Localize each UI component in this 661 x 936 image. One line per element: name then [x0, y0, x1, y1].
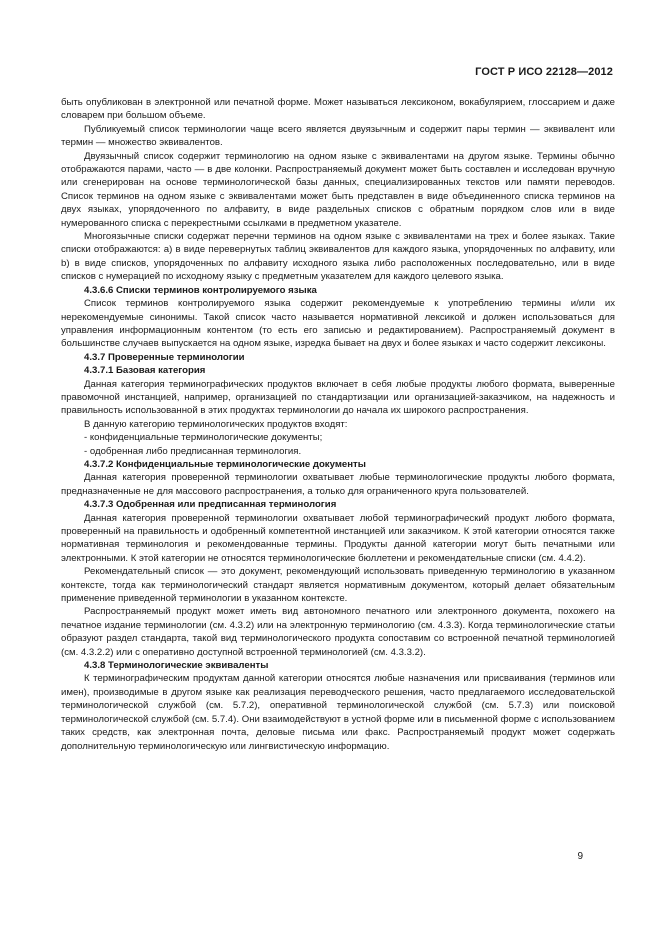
standard-header: ГОСТ Р ИСО 22128—2012 — [475, 66, 613, 78]
paragraph: Данная категория проверенной терминологии охватывает любой терминографический продукт любого формата, проверенный на правильность и одобренный компетентной инстанцией или заказчиком. К этой категории относятся также нормативная терминология и рекомендованные термины. Продукты данной категории могут быть печатными или электронными. К этой категории не относятся терминологические бюллетени и рекомендательные списки (см. 4.4.2). — [61, 512, 615, 564]
list-item: - конфиденциальные терминологические документы; — [84, 432, 323, 444]
page-number: 9 — [577, 851, 583, 862]
paragraph: Данная категория проверенной терминологии охватывает любые терминологические продукты любого формата, предназначенные не для массового распространения, а только для ограниченного круга пользователей. — [61, 472, 615, 497]
list-item: - одобренная либо предписанная терминология. — [84, 445, 302, 457]
paragraph: Рекомендательный список — это документ, рекомендующий использовать приведенную терминологию в указанном контексте, тогда как терминологический стандарт является нормативным документом, который делает обязательным применение приведенной терминологии в указанном контексте. — [61, 566, 615, 605]
paragraph: Список терминов контролируемого языка содержит рекомендуемые к употреблению термины и/или их нерекомендуемые синонимы. Такой список часто называется нормативной лексикой и должен использоваться для управления информационным контентом (то есть его записью и редактированием). Распространяемый документ в большинстве случаев выпускается на одном языке, изредка бывает на двух и более языках и часто содержит лексиконы. — [61, 298, 615, 350]
document-body — [61, 96, 615, 753]
section-heading: 4.3.7.2 Конфиденциальные терминологические документы — [84, 458, 366, 470]
paragraph: В данную категорию терминологических продуктов входят: — [84, 418, 348, 430]
paragraph: Многоязычные списки содержат перечни терминов на одном языке с эквивалентами на трех и более языках. Такие списки отображаются: а) в виде перевернутых таблиц эквивалентов для каждого языка, упорядоченных по алфавиту, или b) в виде списков, упорядоченных по алфавиту исходного языка либо расположенных последовательно, или в виде списков с нумерацией по исходному языку с предметным указателем для каждого целевого языка. — [61, 231, 615, 283]
paragraph: Данная категория терминографических продуктов включает в себя любые продукты любого формата, выверенные правомочной инстанцией, например, организацией по стандартизации или организацией-заказчиком, на надежность и правильность использованной в этих продуктах терминологии до начала их широкого распространения. — [61, 378, 615, 417]
section-heading: 4.3.7 Проверенные терминологии — [84, 351, 245, 363]
section-heading: 4.3.7.1 Базовая категория — [84, 365, 206, 377]
paragraph: К терминографическим продуктам данной категории относятся любые назначения или присваивания (терминов или имен), производимые в другом языке как реализация переводческого решения, часто предлагаемого исследовательской терминологической службой (см. 5.7.2), оперативной терминологической службой (см. 5.7.3) или поисковой терминологической службой (см. 5.7.4). Они взаимодействуют в устной форме или в письменной форме с использованием таких средств, как электронная почта, деловые письма или факс. Распространяемый продукт может содержать дополнительную терминологическую или лингвистическую информацию. — [61, 673, 615, 752]
section-heading: 4.3.6.6 Списки терминов контролируемого языка — [84, 284, 317, 296]
paragraph: быть опубликован в электронной или печатной форме. Может называться лексиконом, вокабулярием, глоссарием и даже словарем при большом объеме. — [61, 97, 615, 122]
paragraph: Распространяемый продукт может иметь вид автономного печатного или электронного документа, похожего на печатное издание терминологии (см. 4.3.2) или на электронную терминологию (см. 4.3.3). Когда терминологические статьи образуют раздел стандарта, такой вид терминологического продукта сопоставим со встроенной печатной терминологией (см. 4.3.2.2) или с оперативно доступной встроенной терминологией (см. 4.3.3.2). — [61, 606, 615, 658]
paragraph: Публикуемый список терминологии чаще всего является двуязычным и содержит пары термин — эквивалент или термин — множество эквивалентов. — [61, 123, 615, 149]
section-heading: 4.3.8 Терминологические эквиваленты — [84, 660, 269, 672]
section-heading: 4.3.7.3 Одобренная или предписанная терминология — [84, 499, 337, 511]
paragraph: Двуязычный список содержит терминологию на одном языке с эквивалентами на другом языке. Термины обычно отображаются парами, часто — в две колонки. Распространяемый документ может быть составлен и исследован вручную или сгенерирован на основе терминологической базы данных, специализированных текстов или памяти переводов. Список терминов на одном языке с эквивалентами может быть представлен в виде объединенного списка терминов на двух языках, упорядоченного по алфавиту, в виде раздельных списков с обратным порядком слов или в виде нумерованного списка с перекрестными ссылками в предметном указателе. — [61, 150, 615, 229]
